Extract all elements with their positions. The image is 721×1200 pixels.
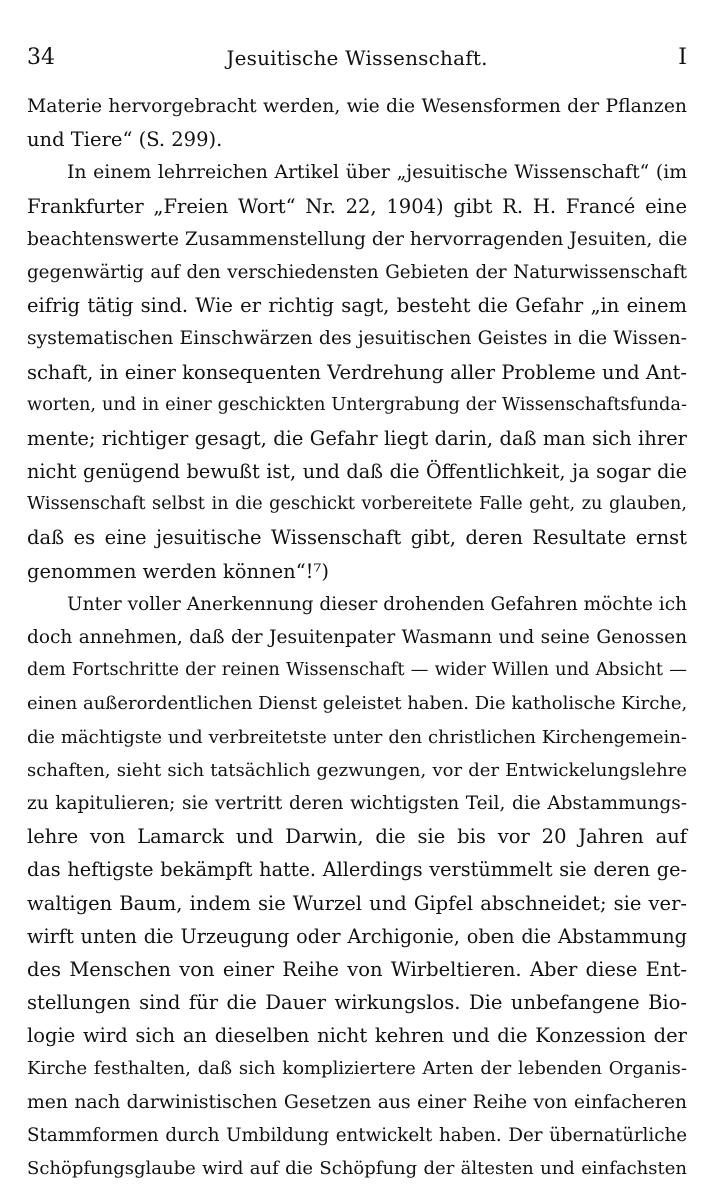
text-line: zu kapitulieren; sie vertritt deren wichtigsten Teil, die Abstammungs-	[27, 792, 687, 814]
text-line: des Menschen von einer Reihe von Wirbeltieren. Aber diese Ent-	[27, 957, 687, 981]
text-line: beachtenswerte Zusammenstellung der hervorragenden Jesuiten, die	[27, 228, 688, 250]
body-text	[27, 90, 687, 1185]
text-line: wirft unten die Urzeugung oder Archigonie, oben die Abstammung	[27, 924, 687, 948]
running-title: Jesuitische Wissenschaft.	[226, 46, 488, 70]
text-line: Wissenschaft selbst in die geschickt vorbereitete Falle geht, zu glauben,	[27, 494, 687, 515]
text-line: Kirche festhalten, daß sich kompliziertere Arten der lebenden Organis-	[27, 1058, 687, 1080]
text-line: Frankfurter „Freien Wort“ Nr. 22, 1904) gibt R. H. Francé eine	[27, 194, 687, 218]
text-line: genommen werden können“!⁷)	[27, 559, 329, 583]
text-line: mente; richtiger gesagt, die Gefahr liegt darin, daß man sich ihrer	[27, 426, 687, 450]
text-line: daß es eine jesuitische Wissenschaft gibt, deren Resultate ernst	[27, 526, 687, 550]
text-line: dem Fortschritte der reinen Wissenschaft — wider Willen und Absicht —	[27, 660, 687, 681]
text-line: worten, und in einer geschickten Untergrabung der Wissenschaftsfunda-	[27, 394, 687, 415]
text-line: Stammformen durch Umbildung entwickelt haben. Der übernatürliche	[27, 1124, 687, 1146]
text-line: Materie hervorgebracht werden, wie die Wesensformen der Pflanzen	[27, 96, 687, 117]
text-line: Unter voller Anerkennung dieser drohenden Gefahren möchte ich	[67, 593, 687, 615]
text-line: gegenwärtig auf den verschiedensten Gebieten der Naturwissenschaft	[27, 261, 687, 283]
text-line: men nach darwinistischen Gesetzen aus einer Reihe von einfacheren	[27, 1091, 687, 1113]
text-line: die mächtigste und verbreitetste unter den christlichen Kirchengemein-	[27, 726, 687, 748]
text-line: logie wird sich an dieselben nicht kehren und die Konzession der	[27, 1024, 687, 1048]
text-line: waltigen Baum, indem sie Wurzel und Gipfel abschneidet; sie ver-	[27, 891, 687, 915]
text-line: stellungen sind für die Dauer wirkungslos. Die unbefangene Bio-	[27, 991, 687, 1015]
text-line: nicht genügend bewußt ist, und daß die Öffentlichkeit, ja sogar die	[27, 460, 687, 484]
text-line: schaft, in einer konsequenten Verdrehung aller Probleme und Ant-	[27, 360, 687, 384]
text-line: einen außerordentlichen Dienst geleistet haben. Die katholische Kirche,	[27, 693, 688, 715]
text-line: das heftigste bekämpft hatte. Allerdings verstümmelt sie deren ge-	[27, 858, 687, 882]
text-line: doch annehmen, daß der Jesuitenpater Wasmann und seine Genossen	[27, 627, 687, 648]
text-line: Schöpfungsglaube wird auf die Schöpfung der ältesten und einfachsten	[27, 1158, 687, 1179]
text-line: lehre von Lamarck und Darwin, die sie bis vor 20 Jahren auf	[27, 825, 687, 849]
text-line: und Tiere“ (S. 299).	[27, 128, 223, 152]
text-line: In einem lehrreichen Artikel über „jesuitische Wissenschaft“ (im	[67, 162, 687, 184]
text-line: eifrig tätig sind. Wie er richtig sagt, besteht die Gefahr „in einem	[27, 294, 687, 318]
text-line: schaften, sieht sich tatsächlich gezwungen, vor der Entwickelungslehre	[27, 759, 687, 781]
text-line: systematischen Einschwärzen des jesuitischen Geistes in die Wissen-	[27, 328, 687, 350]
page-header	[27, 40, 687, 76]
page-number: 34	[27, 45, 55, 70]
section-mark: I	[678, 45, 687, 70]
